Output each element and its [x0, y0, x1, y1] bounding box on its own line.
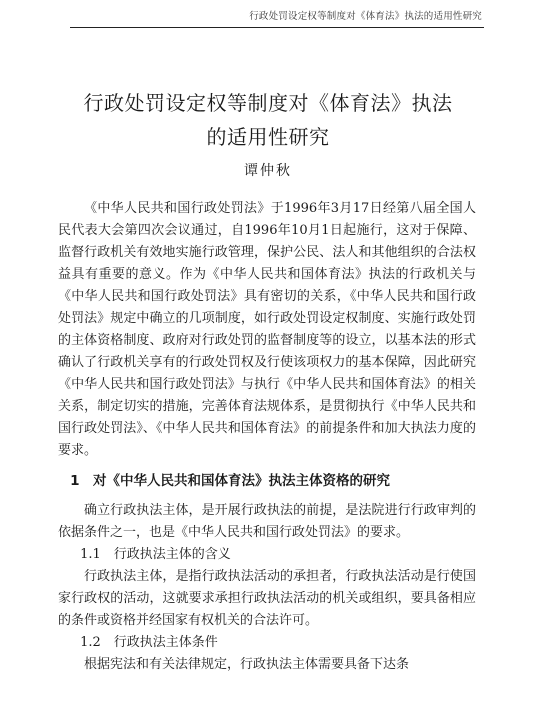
section-1-paragraph: 确立行政执法主体，是开展行政执法的前提，是法院进行行政审判的依据条件之一，也是《中华人民共和国行政处罚法》的要求。: [58, 503, 476, 540]
article-body: [58, 198, 476, 676]
subsection-heading-1-2: 1.2 行政执法主体条件: [80, 635, 218, 650]
section-heading-1: 1 对《中华人民共和国体育法》执法主体资格的研究: [70, 473, 391, 489]
header-rule: [70, 27, 484, 28]
subsection-heading-1-1: 1.1 行政执法主体的含义: [80, 547, 231, 562]
author-name: 谭仲秋: [244, 163, 292, 179]
subsection-1-2-paragraph: 根据宪法和有关法律规定，行政执法主体需要具备下达条: [84, 657, 410, 672]
intro-paragraph: 《中华人民共和国行政处罚法》于1996年3月17日经第八届全国人民代表大会第四次会议通过，自1996年10月1日起施行，这对于保障、监督行政机关有效地实施行政管理，保护公民、法人和其他组织的合法权益具有重要的意义。作为《中华人民共和国体育法》执法的行政机关与《中华人民共和国行政处罚法》具有密切的关系，《中华人民共和国行政处罚法》规定中确立的几项制度，如行政处罚设定权制度、实施行政处罚的主体资格制度、政府对行政处罚的监督制度等的设立，以基本法的形式确认了行政机关享有的行政处罚权及行使该项权力的基本保障，因此研究《中华人民共和国行政处罚法》与执行《中华人民共和国体育法》的相关关系，制定切实的措施，完善体育法规体系，是贯彻执行《中华人民共和国行政处罚法》、《中华人民共和国体育法》的前提条件和加大执法力度的要求。: [58, 201, 476, 458]
article-title: [40, 86, 496, 154]
title-line-2: 的适用性研究: [206, 125, 330, 149]
title-line-1: 行政处罚设定权等制度对《体育法》执法: [83, 91, 453, 115]
subsection-1-1-paragraph: 行政执法主体，是指行政执法活动的承担者，行政执法活动是行使国家行政权的活动，这就要求承担行政执法活动的机关或组织，要具备相应的条件或资格并经国家有权机关的合法许可。: [58, 569, 476, 628]
running-header: 行政处罚设定权等制度对《体育法》执法的适用性研究: [249, 11, 482, 22]
